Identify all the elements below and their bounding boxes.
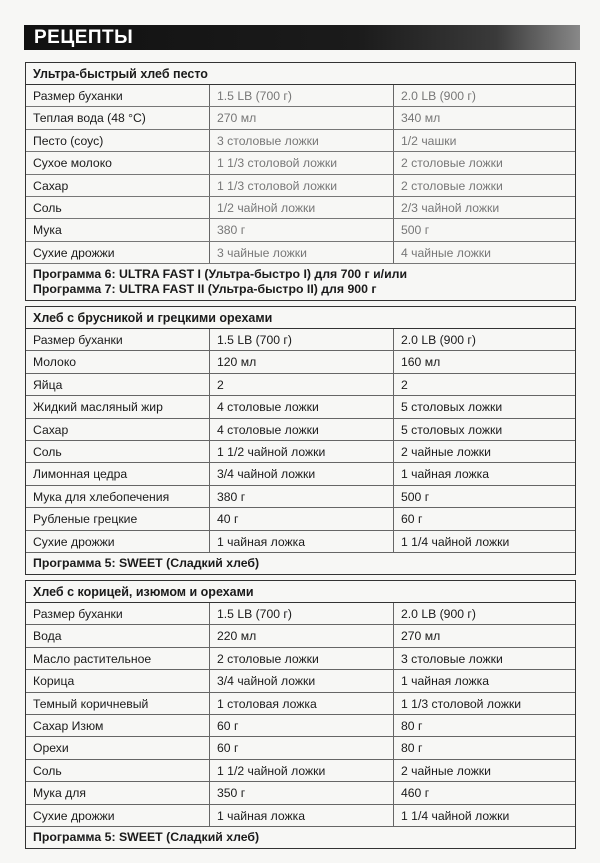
ingredient-name: Песто (соус) — [26, 130, 210, 151]
ingredient-name: Мука — [26, 219, 210, 240]
recipe-title: Хлеб с корицей, изюмом и орехами — [26, 581, 575, 603]
ingredient-name: Размер буханки — [26, 329, 210, 350]
amount-900g: 1 1/3 столовой ложки — [401, 696, 522, 711]
table-row — [26, 531, 575, 553]
ingredient-name: Сухое молоко — [26, 152, 210, 173]
table-row — [26, 219, 575, 241]
table-row — [26, 805, 575, 827]
recipe-table — [25, 62, 576, 301]
table-row — [26, 782, 575, 804]
amount-700g: 3/4 чайной ложки — [210, 670, 394, 691]
ingredient-name: Рубленые грецкие — [26, 508, 210, 529]
program-note — [26, 827, 575, 848]
amount-700g: 1/2 чайной ложки — [210, 197, 394, 218]
amount-900g: 340 мл — [401, 111, 441, 126]
table-row — [26, 85, 575, 107]
ingredient-name: Молоко — [26, 351, 210, 372]
amount-900g: 2/3 чайной ложки — [401, 200, 500, 215]
table-row — [26, 625, 575, 647]
ingredient-name: Соль — [26, 197, 210, 218]
ingredient-name: Масло растительное — [26, 648, 210, 669]
ingredient-name: Сухие дрожжи — [26, 242, 210, 263]
ingredient-name: Орехи — [26, 737, 210, 758]
program-line: Программа 5: SWEET (Сладкий хлеб) — [33, 555, 260, 570]
recipe-table — [25, 580, 576, 849]
table-row — [26, 351, 575, 373]
ingredient-name: Вода — [26, 625, 210, 646]
amount-700g: 1 1/3 столовой ложки — [210, 175, 394, 196]
amount-900g: 80 г — [401, 741, 423, 756]
amount-700g: 4 столовые ложки — [210, 419, 394, 440]
table-row — [26, 648, 575, 670]
table-row — [26, 197, 575, 219]
amount-900g: 2 столовые ложки — [401, 178, 503, 193]
amount-900g: 2 столовые ложки — [401, 156, 503, 171]
amount-900g: 2 — [401, 377, 408, 392]
table-row — [26, 486, 575, 508]
table-row — [26, 130, 575, 152]
recipe-title: Ультра-быстрый хлеб песто — [26, 63, 575, 85]
amount-900g: 500 г — [401, 223, 430, 238]
amount-900g: 2 чайные ложки — [401, 763, 491, 778]
ingredient-name: Жидкий масляный жир — [26, 396, 210, 417]
table-row — [26, 670, 575, 692]
page-header — [24, 25, 580, 50]
ingredient-name: Темный коричневый — [26, 693, 210, 714]
amount-900g: 1 1/4 чайной ложки — [401, 808, 510, 823]
amount-900g: 2.0 LB (900 г) — [401, 89, 476, 103]
amount-700g: 2 — [210, 374, 394, 395]
amount-700g: 3/4 чайной ложки — [210, 463, 394, 484]
ingredient-name: Мука для хлебопечения — [26, 486, 210, 507]
program-line: Программа 5: SWEET (Сладкий хлеб) — [33, 829, 260, 844]
ingredient-name: Сахар — [26, 419, 210, 440]
amount-900g: 4 чайные ложки — [401, 245, 491, 260]
amount-900g: 160 мл — [401, 355, 441, 370]
amount-900g: 2 чайные ложки — [401, 444, 491, 459]
table-row — [26, 329, 575, 351]
amount-900g: 1 чайная ложка — [401, 467, 490, 482]
amount-900g: 3 столовые ложки — [401, 651, 503, 666]
amount-700g: 1 1/3 столовой ложки — [210, 152, 394, 173]
table-row — [26, 693, 575, 715]
amount-700g: 1.5 LB (700 г) — [210, 329, 394, 350]
amount-700g: 120 мл — [210, 351, 394, 372]
amount-700g: 380 г — [210, 219, 394, 240]
ingredient-name: Теплая вода (48 °C) — [26, 107, 210, 128]
table-row — [26, 374, 575, 396]
ingredient-name: Размер буханки — [26, 603, 210, 624]
amount-700g: 220 мл — [210, 625, 394, 646]
ingredient-name: Сухие дрожжи — [26, 805, 210, 826]
recipe-table — [25, 306, 576, 575]
recipe-rows — [26, 85, 575, 264]
amount-900g: 2.0 LB (900 г) — [401, 333, 476, 347]
amount-900g: 1/2 чашки — [401, 133, 457, 148]
amount-900g: 5 столовых ложки — [401, 400, 503, 415]
recipe-rows — [26, 329, 575, 553]
table-row — [26, 760, 575, 782]
ingredient-name: Яйца — [26, 374, 210, 395]
ingredient-name: Сахар Изюм — [26, 715, 210, 736]
ingredient-name: Мука для — [26, 782, 210, 803]
ingredient-name: Сухие дрожжи — [26, 531, 210, 552]
amount-700g: 1 1/2 чайной ложки — [210, 760, 394, 781]
amount-900g: 60 г — [401, 512, 423, 527]
table-row — [26, 441, 575, 463]
page-title: РЕЦЕПТЫ — [34, 27, 134, 48]
amount-900g: 1 1/4 чайной ложки — [401, 534, 510, 549]
ingredient-name: Корица — [26, 670, 210, 691]
amount-900g: 1 чайная ложка — [401, 674, 490, 689]
program-note — [26, 264, 575, 300]
amount-700g: 60 г — [210, 737, 394, 758]
ingredient-name: Лимонная цедра — [26, 463, 210, 484]
amount-700g: 1 чайная ложка — [210, 805, 394, 826]
program-line: Программа 7: ULTRA FAST II (Ультра-быстро II) для 900 г — [33, 282, 377, 297]
amount-700g: 1.5 LB (700 г) — [210, 85, 394, 106]
amount-700g: 40 г — [210, 508, 394, 529]
amount-700g: 60 г — [210, 715, 394, 736]
amount-900g: 270 мл — [401, 629, 441, 644]
table-row — [26, 152, 575, 174]
table-row — [26, 242, 575, 264]
table-row — [26, 463, 575, 485]
amount-700g: 380 г — [210, 486, 394, 507]
ingredient-name: Размер буханки — [26, 85, 210, 106]
amount-700g: 270 мл — [210, 107, 394, 128]
recipe-rows — [26, 603, 575, 827]
table-row — [26, 419, 575, 441]
ingredient-name: Сахар — [26, 175, 210, 196]
ingredient-name: Соль — [26, 441, 210, 462]
amount-700g: 1 1/2 чайной ложки — [210, 441, 394, 462]
table-row — [26, 175, 575, 197]
amount-700g: 1.5 LB (700 г) — [210, 603, 394, 624]
amount-700g: 1 чайная ложка — [210, 531, 394, 552]
program-note — [26, 553, 575, 574]
amount-900g: 5 столовых ложки — [401, 422, 503, 437]
amount-700g: 3 чайные ложки — [210, 242, 394, 263]
table-row — [26, 603, 575, 625]
amount-700g: 4 столовые ложки — [210, 396, 394, 417]
amount-700g: 2 столовые ложки — [210, 648, 394, 669]
table-row — [26, 508, 575, 530]
table-row — [26, 107, 575, 129]
amount-700g: 350 г — [210, 782, 394, 803]
ingredient-name: Соль — [26, 760, 210, 781]
table-row — [26, 396, 575, 418]
amount-700g: 3 столовые ложки — [210, 130, 394, 151]
amount-700g: 1 столовая ложка — [210, 693, 394, 714]
program-line: Программа 6: ULTRA FAST I (Ультра-быстро I) для 700 г и/или — [33, 267, 407, 282]
amount-900g: 80 г — [401, 718, 423, 733]
recipe-title: Хлеб с брусникой и грецкими орехами — [26, 307, 575, 329]
amount-900g: 2.0 LB (900 г) — [401, 607, 476, 621]
table-row — [26, 737, 575, 759]
amount-900g: 460 г — [401, 786, 430, 801]
table-row — [26, 715, 575, 737]
amount-900g: 500 г — [401, 489, 430, 504]
